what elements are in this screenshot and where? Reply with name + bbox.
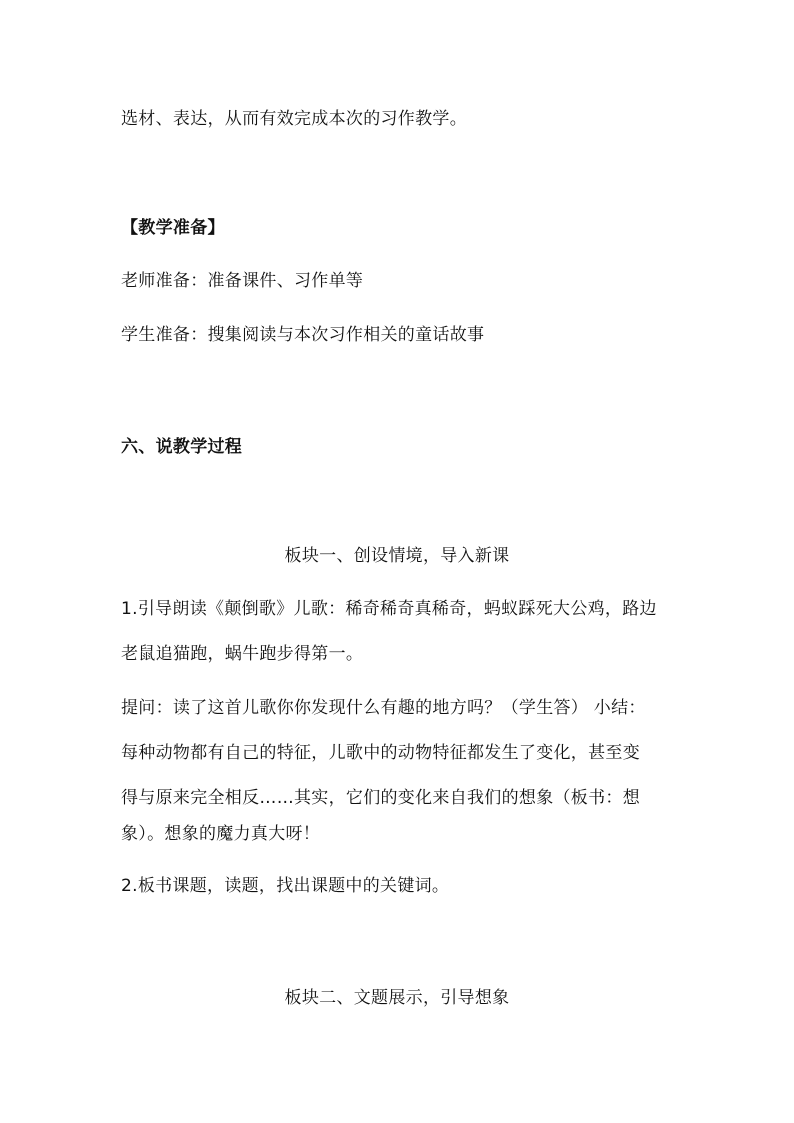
paragraph-one-line-1: 1.引导朗读《颠倒歌》儿歌：稀奇稀奇真稀奇，蚂蚁踩死大公鸡，路边 bbox=[121, 599, 657, 619]
block-one-title: 板块一、创设情境，导入新课 bbox=[284, 546, 510, 566]
paragraph-two-line-4: 象）。想象的魔力真大呀！ bbox=[121, 824, 321, 844]
teaching-prep-heading: 【教学准备】 bbox=[121, 218, 225, 238]
section-heading-teaching-process: 六、说教学过程 bbox=[121, 437, 243, 457]
intro-continuation: 选材、表达，从而有效完成本次的习作教学。 bbox=[121, 109, 467, 129]
paragraph-three-line-1: 2.板书课题，读题，找出课题中的关键词。 bbox=[121, 876, 450, 896]
teacher-prep: 老师准备：准备课件、习作单等 bbox=[121, 271, 364, 291]
paragraph-two-line-3: 得与原来完全相反……其实，它们的变化来自我们的想象（板书：想 bbox=[121, 788, 640, 808]
student-prep: 学生准备：搜集阅读与本次习作相关的童话故事 bbox=[121, 325, 485, 345]
block-two-title: 板块二、文题展示，引导想象 bbox=[284, 988, 510, 1008]
paragraph-two-line-2: 每种动物都有自己的特征，儿歌中的动物特征都发生了变化，甚至变 bbox=[121, 743, 640, 763]
paragraph-one-line-2: 老鼠追猫跑，蜗牛跑步得第一。 bbox=[121, 644, 364, 664]
paragraph-two-line-1: 提问：读了这首儿歌你你发现什么有趣的地方吗？（学生答） 小结： bbox=[121, 698, 646, 718]
